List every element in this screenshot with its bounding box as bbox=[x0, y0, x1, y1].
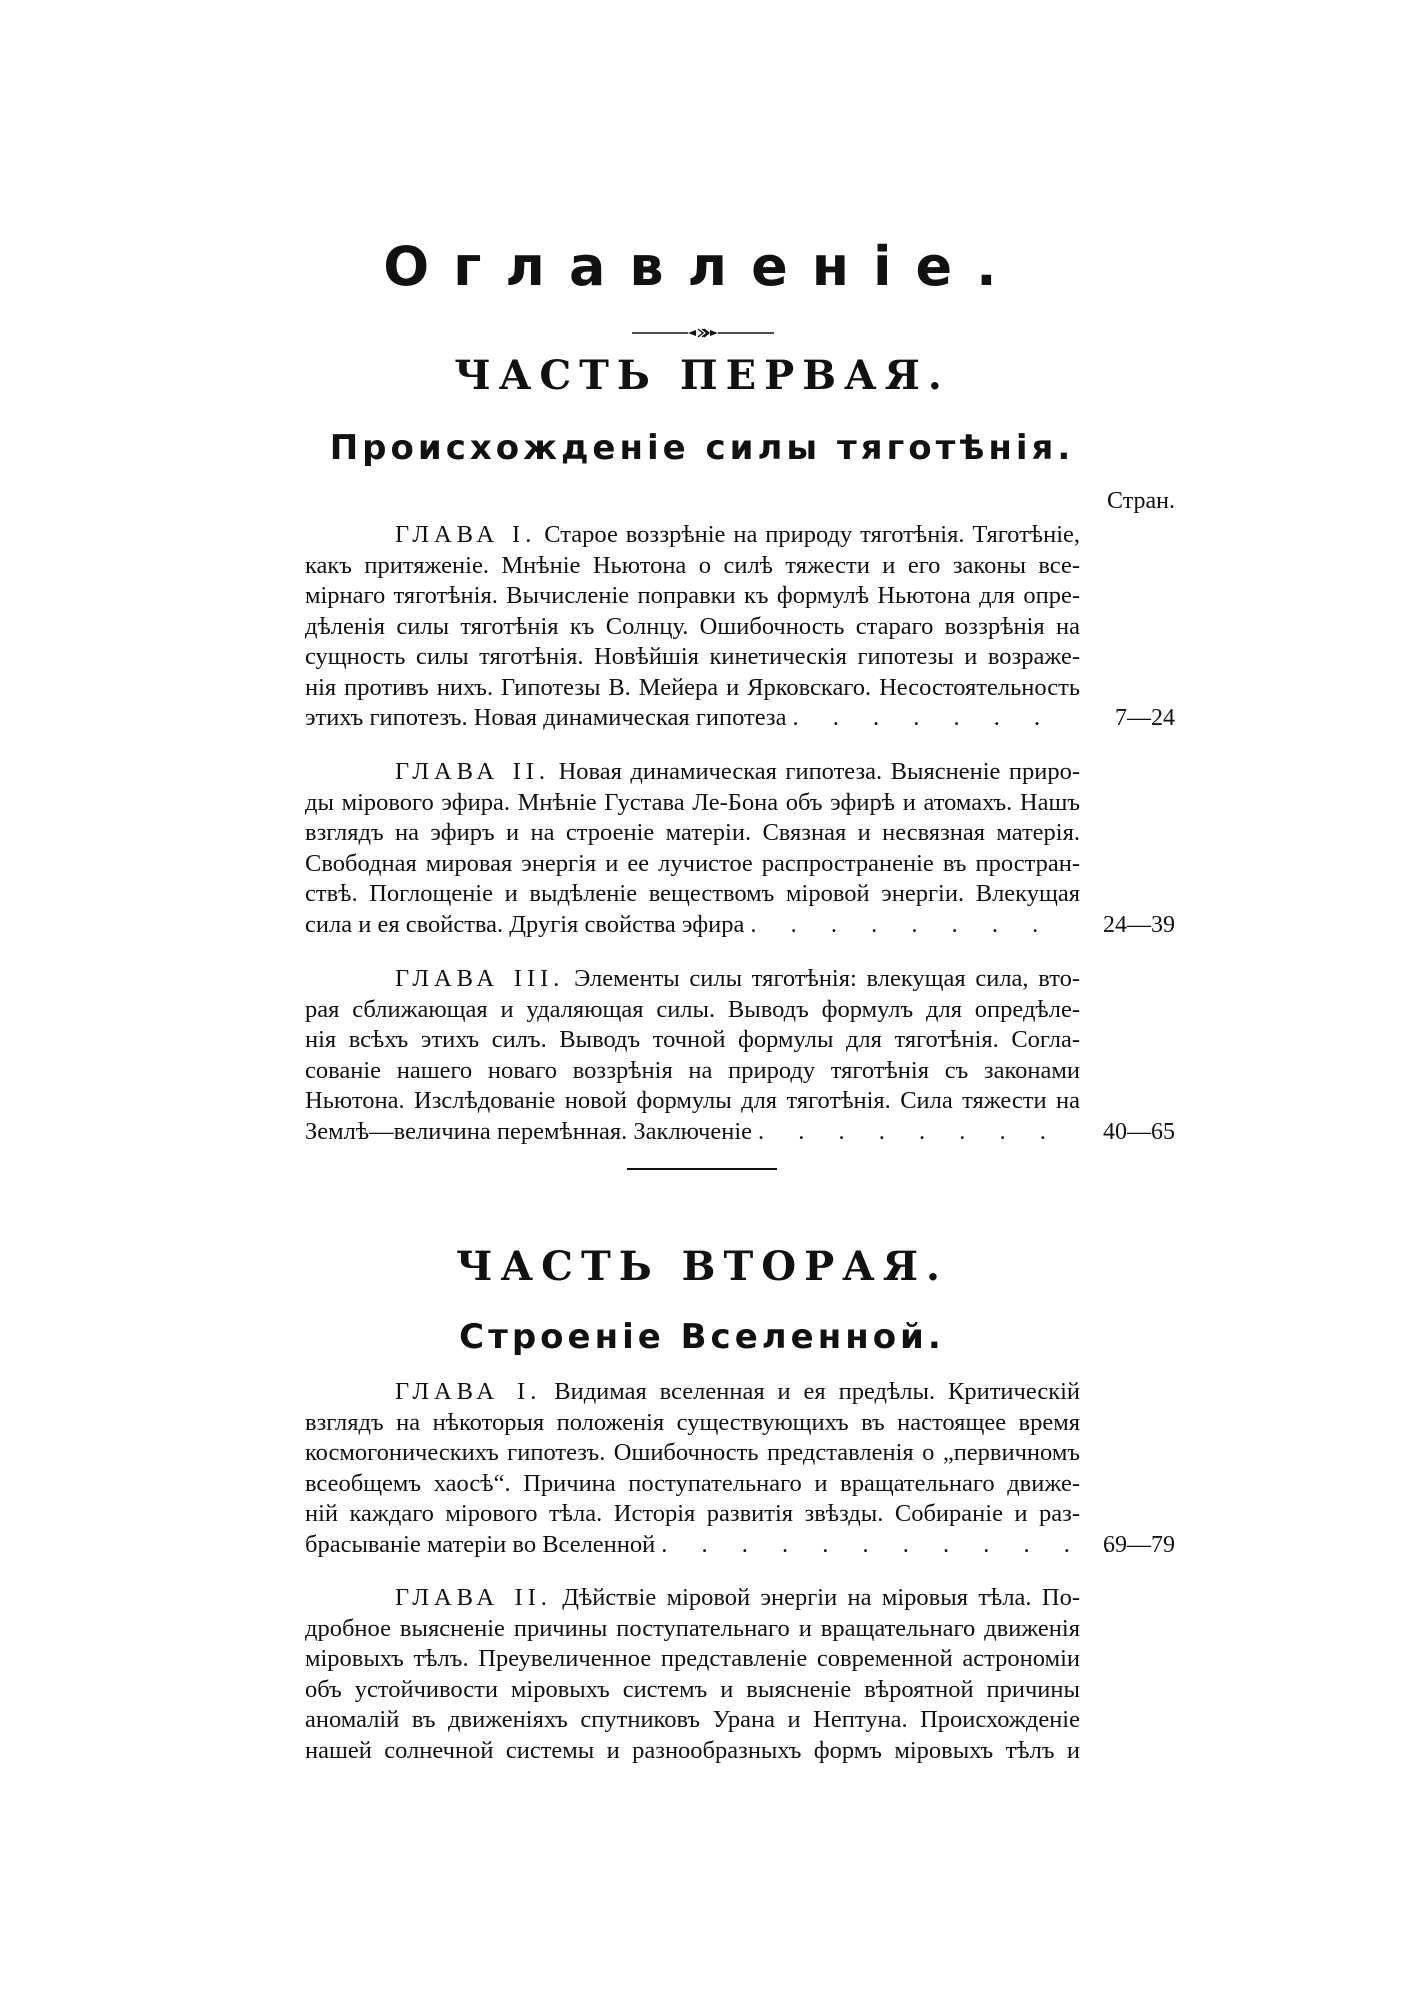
entry-line: Ньютона. Изслѣдованіе новой формулы для тяготѣнія. Сила тяжести на bbox=[305, 1087, 1080, 1114]
entry-line: взглядъ на эфиръ и на строеніе матеріи. Связная и несвязная матерія. bbox=[305, 819, 1080, 846]
dot-leader: . . . . . . . . bbox=[758, 1117, 1060, 1145]
toc-entry-part2-chapter2 bbox=[305, 1583, 1080, 1766]
entry-line: ствѣ. Поглощеніе и выдѣленіе веществомъ міровой энергіи. Влекущая bbox=[305, 880, 1080, 907]
entry-line: ГЛАВА II. Новая динамическая гипотеза. Выясненіе приро- bbox=[395, 758, 1080, 785]
entry-line: нія противъ нихъ. Гипотезы В. Мейера и Ярковскаго. Несостоятельность bbox=[305, 673, 1080, 701]
dot-leader: . . . . . . . . . . . . bbox=[661, 1530, 1125, 1558]
entry-line: сущность силы тяготѣнія. Новѣйшія кинетическія гипотезы и возраже- bbox=[305, 643, 1080, 670]
page-range: 69—79 bbox=[1103, 1532, 1175, 1558]
entry-line: космогоническихъ гипотезъ. Ошибочность представленія о „первичномъ bbox=[305, 1439, 1080, 1466]
section-divider bbox=[627, 1168, 777, 1170]
dot-leader: . . . . . . . . bbox=[750, 910, 1053, 938]
part-one-title: ЧАСТЬ ПЕРВАЯ. bbox=[454, 352, 950, 399]
entry-line: ній каждаго мірового тѣла. Исторія развитія звѣзды. Собираніе и раз- bbox=[305, 1500, 1080, 1527]
chapter-label: ГЛАВА I. bbox=[395, 1378, 542, 1405]
entry-line: рая сближающая и удаляющая силы. Выводъ формулъ для опредѣле- bbox=[305, 995, 1080, 1023]
chapter-label: ГЛАВА III. bbox=[395, 965, 565, 992]
page-range: 24—39 bbox=[1103, 912, 1175, 938]
part-two-subtitle: Строеніе Вселенной. bbox=[459, 1317, 945, 1357]
toc-entry-part1-chapter1 bbox=[305, 520, 1080, 734]
entry-line: брасываніе матеріи во Вселенной . . . . . . . . . . . . bbox=[305, 1530, 1125, 1558]
entry-line: нашей солнечной системы и разнообразныхъ формъ міровыхъ тѣлъ и bbox=[305, 1736, 1080, 1764]
entry-line: дробное выясненіе причины поступательнаго и вращательнаго движенія bbox=[305, 1614, 1080, 1642]
chapter-label: ГЛАВА II. bbox=[395, 758, 551, 785]
chapter-label: ГЛАВА I. bbox=[395, 521, 537, 548]
page-column-header: Стран. bbox=[1107, 488, 1175, 514]
entry-line: взглядъ на нѣкоторыя положенія существующихъ въ настоящее время bbox=[305, 1408, 1080, 1436]
page-range: 7—24 bbox=[1115, 705, 1175, 731]
part-two-title: ЧАСТЬ ВТОРАЯ. bbox=[456, 1243, 948, 1290]
ornament-divider bbox=[632, 328, 774, 338]
part-one-subtitle: Происхожденіе силы тяготѣнія. bbox=[329, 428, 1075, 468]
toc-entry-part1-chapter3 bbox=[305, 964, 1080, 1147]
entry-line: сила и ея свойства. Другія свойства эфира . . . . . . . . bbox=[305, 910, 1053, 938]
entry-line: дѣленія силы тяготѣнія къ Солнцу. Ошибочность стараго воззрѣнія на bbox=[305, 612, 1080, 640]
toc-entry-part1-chapter2 bbox=[305, 757, 1080, 940]
entry-line: ГЛАВА II. Дѣйствіе міровой энергіи на міровыя тѣла. По- bbox=[395, 1584, 1080, 1611]
entry-line: какъ притяженіе. Мнѣніе Ньютона о силѣ тяжести и его законы все- bbox=[305, 551, 1080, 579]
entry-line: аномалій въ движеніяхъ спутниковъ Урана и Нептуна. Происхожденіе bbox=[305, 1706, 1080, 1733]
entry-line: міровыхъ тѣлъ. Преувеличенное представленіе современной астрономіи bbox=[305, 1645, 1080, 1672]
entry-line: ГЛАВА I. Видимая вселенная и ея предѣлы. Критическій bbox=[395, 1378, 1081, 1405]
entry-line: сованіе нашего новаго воззрѣнія на природу тяготѣнія съ законами bbox=[305, 1056, 1080, 1084]
chapter-label: ГЛАВА II. bbox=[395, 1584, 552, 1611]
entry-line: всеобщемъ хаосѣ“. Причина поступательнаго и вращательнаго движе- bbox=[305, 1469, 1080, 1497]
entry-line: ды мірового эфира. Мнѣніе Густава Ле-Бона объ эфирѣ и атомахъ. Нашъ bbox=[305, 788, 1080, 816]
entry-line: ГЛАВА I. Старое воззрѣніе на природу тяготѣнія. Тяготѣніе, bbox=[395, 521, 1081, 548]
toc-entry-part2-chapter1 bbox=[305, 1377, 1125, 1560]
entry-line: этихъ гипотезъ. Новая динамическая гипотеза . . . . . . . bbox=[305, 704, 1055, 731]
page-title: Оглавленіе. bbox=[383, 235, 1021, 298]
entry-line: мірнаго тяготѣнія. Вычисленіе поправки къ формулѣ Ньютона для опре- bbox=[305, 582, 1080, 609]
entry-line: Свободная мировая энергія и ее лучистое распространеніе въ простран- bbox=[305, 849, 1080, 877]
dot-leader: . . . . . . . bbox=[792, 704, 1055, 731]
entry-line: ГЛАВА III. Элементы силы тяготѣнія: влекущая сила, вто- bbox=[395, 965, 1080, 992]
page-range: 40—65 bbox=[1103, 1119, 1175, 1145]
entry-line: объ устойчивости міровыхъ системъ и выясненіе вѣроятной причины bbox=[305, 1675, 1080, 1703]
entry-line: Землѣ—величина перемѣнная. Заключеніе . . . . . . . . bbox=[305, 1117, 1060, 1145]
entry-line: нія всѣхъ этихъ силъ. Выводъ точной формулы для тяготѣнія. Согла- bbox=[305, 1026, 1080, 1053]
